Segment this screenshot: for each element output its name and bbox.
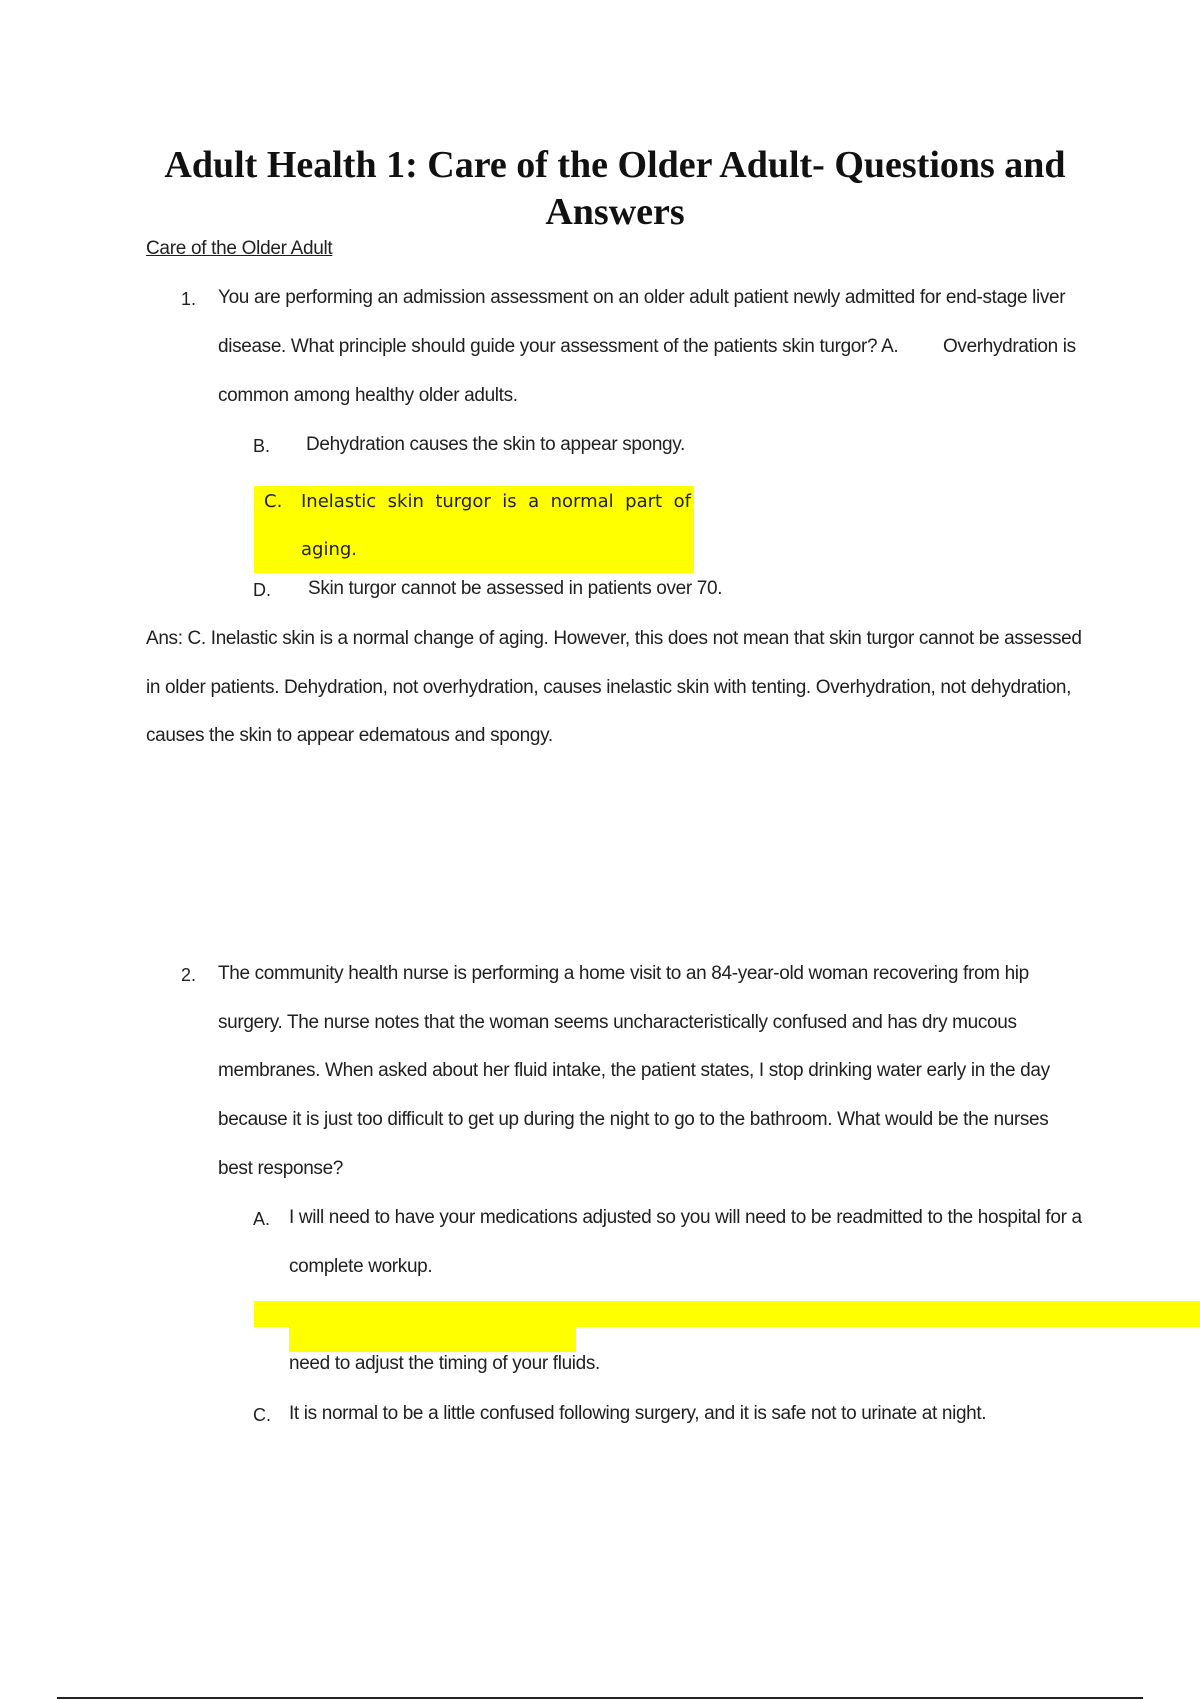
answer-line: causes the skin to appear edematous and spongy. xyxy=(146,725,553,746)
highlight-band xyxy=(254,1301,1200,1327)
option-letter: A. xyxy=(253,1209,271,1229)
option-letter: D. xyxy=(253,580,271,600)
highlight-band xyxy=(289,1325,576,1352)
question-number: 1. xyxy=(181,289,197,309)
inline-option-a: Overhydration is xyxy=(943,336,1076,357)
question-stem-line: membranes. When asked about her fluid intake, the patient states, I stop drinking water early in the day xyxy=(218,1060,1050,1081)
answer-line: in older patients. Dehydration, not overhydration, causes inelastic skin with tenting. Overhydration, not dehydration, xyxy=(146,677,1072,698)
question-stem-line: disease. What principle should guide your assessment of the patients skin turgor? A. xyxy=(218,336,899,357)
word: turgor xyxy=(435,491,491,512)
option-text: Skin turgor cannot be assessed in patients over 70. xyxy=(308,578,723,599)
page-title: Adult Health 1: Care of the Older Adult- Questions and Answers xyxy=(164,144,1066,233)
question-stem-line: best response? xyxy=(218,1158,344,1179)
question-stem-line: The community health nurse is performing a home visit to an 84-year-old woman recovering from hip xyxy=(218,963,1029,984)
option-text: Dehydration causes the skin to appear spongy. xyxy=(306,434,685,455)
word: is xyxy=(502,491,517,512)
option-text: It is normal to be a little confused following surgery, and it is safe not to urinate at night. xyxy=(289,1403,987,1424)
option-text: need to adjust the timing of your fluids. xyxy=(289,1353,600,1374)
word: skin xyxy=(387,491,424,512)
word: part xyxy=(625,491,663,512)
question-stem-line: common among healthy older adults. xyxy=(218,385,518,406)
option-letter: C. xyxy=(264,491,283,512)
answer-line: Ans: C. Inelastic skin is a normal change of aging. However, this does not mean that skin turgor cannot be assessed xyxy=(146,628,1082,649)
question-stem-line: You are performing an admission assessment on an older adult patient newly admitted for end-stage liver xyxy=(218,287,1066,308)
option-text-justified xyxy=(301,490,691,514)
page-bottom-rule xyxy=(57,1697,1143,1699)
word: of xyxy=(673,491,691,512)
question-stem-line: surgery. The nurse notes that the woman seems uncharacteristically confused and has dry mucous xyxy=(218,1012,1017,1033)
option-letter: C. xyxy=(253,1405,271,1425)
question-number: 2. xyxy=(181,965,197,985)
word: a xyxy=(528,491,540,512)
option-text: aging. xyxy=(301,539,358,560)
section-heading: Care of the Older Adult xyxy=(146,238,333,259)
question-stem-line: because it is just too difficult to get up during the night to go to the bathroom. What would be the nurses xyxy=(218,1109,1049,1130)
option-letter: B. xyxy=(253,436,271,456)
word: normal xyxy=(550,491,614,512)
word: Inelastic xyxy=(301,491,377,512)
option-text: I will need to have your medications adjusted so you will need to be readmitted to the hospital for a xyxy=(289,1207,1082,1228)
option-text: complete workup. xyxy=(289,1256,433,1277)
